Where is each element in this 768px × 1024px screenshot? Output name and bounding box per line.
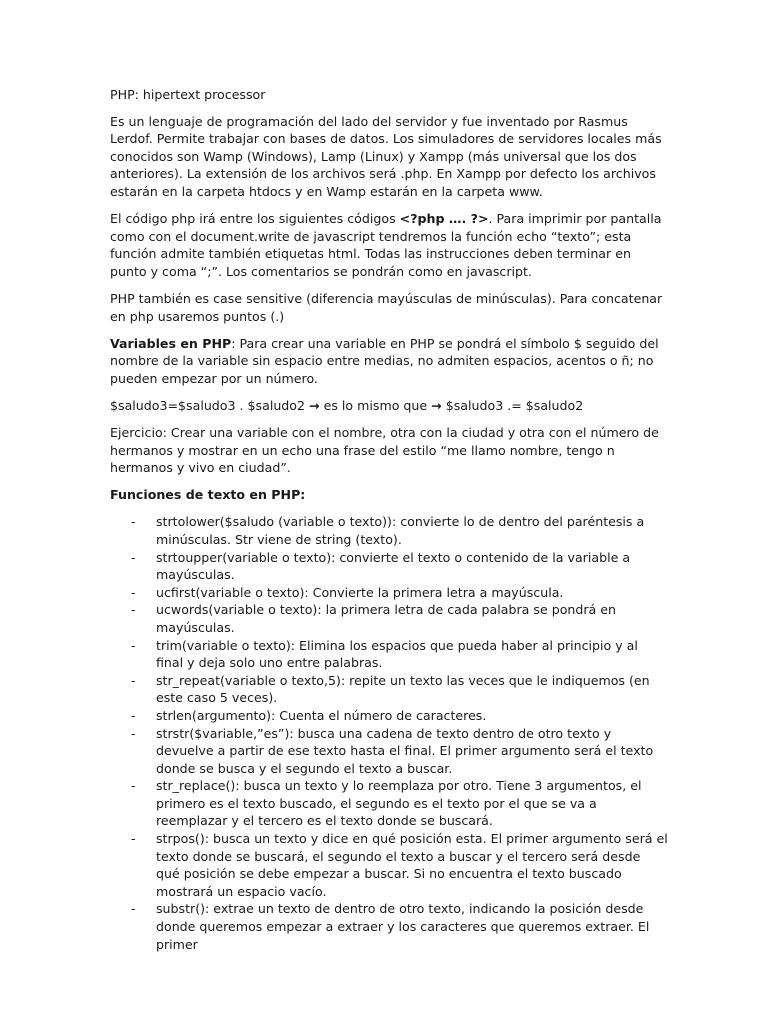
function-description: strtoupper(variable o texto): convierte el texto o contenido de la variable a mayúsculas. — [156, 549, 631, 583]
list-item — [110, 900, 668, 953]
function-description: ucfirst(variable o texto): Convierte la primera letra a mayúscula. — [156, 584, 564, 600]
concat-example-part2: es lo mismo que — [319, 397, 432, 413]
bullet-dash: - — [131, 602, 136, 618]
case-sensitive-paragraph: PHP también es case sensitive (diferencia mayúsculas de minúsculas). Para concatenar en php usaremos puntos (.) — [110, 290, 663, 324]
variables-paragraph — [110, 335, 668, 388]
list-item — [110, 830, 668, 900]
php-tags-paragraph — [110, 210, 668, 280]
bullet-dash: - — [131, 901, 136, 917]
concatenation-example — [110, 397, 668, 415]
bullet-dash: - — [131, 549, 136, 565]
bullet-dash: - — [131, 725, 136, 741]
list-item — [110, 513, 668, 548]
function-description: substr(): extrae un texto de dentro de otro texto, indicando la posición desde donde queremos empezar a extraer y los caracteres que queremos extraer. El primer — [156, 901, 650, 952]
right-arrow-icon: → — [309, 397, 320, 413]
concat-example-part1: $saludo3=$saludo3 . $saludo2 — [110, 397, 310, 413]
bullet-dash: - — [131, 514, 136, 530]
function-description: strlen(argumento): Cuenta el número de caracteres. — [156, 707, 487, 723]
bullet-dash: - — [131, 584, 136, 600]
function-description: strtolower($saludo (variable o texto)): convierte lo de dentro del paréntesis a minúsculas. Str viene de string (texto). — [156, 514, 645, 547]
exercise-paragraph: Ejercicio: Crear una variable con el nombre, otra con la ciudad y otra con el número de hermanos y mostrar en un echo una frase del estilo “me llamo nombre, tengo n hermanos y vivo en ciudad”. — [110, 425, 659, 476]
variables-text: : Para crear una variable en PHP se pondrá el símbolo $ seguido del nombre de la variable sin espacio entre medias, no admiten espacios, acentos o ñ; no pueden empezar por un número. — [110, 335, 659, 386]
functions-heading: Funciones de texto en PHP: — [110, 487, 306, 503]
list-item — [110, 707, 668, 725]
bullet-dash: - — [131, 637, 136, 653]
list-item — [110, 549, 668, 584]
functions-list — [110, 513, 668, 953]
list-item — [110, 584, 668, 602]
bullet-dash: - — [131, 672, 136, 688]
php-tags-text-after: . Para imprimir por pantalla como con el document.write de javascript tendremos la función echo “texto”; esta función admite también etiquetas html. Todas las instrucciones deben terminar en punto y coma “;”. Los comentarios se pondrán como en javascript. — [110, 211, 662, 279]
php-tags-text-before: El código php irá entre los siguientes códigos — [110, 211, 400, 227]
list-item — [110, 601, 668, 636]
concat-example-part3: $saludo3 .= $saludo2 — [441, 397, 584, 413]
right-arrow-icon: → — [431, 397, 442, 413]
list-item — [110, 725, 668, 778]
list-item — [110, 777, 668, 830]
function-description: ucwords(variable o texto): la primera letra de cada palabra se pondrá en mayúsculas. — [156, 602, 616, 635]
list-item — [110, 672, 668, 707]
list-item — [110, 637, 668, 672]
function-description: strpos(): busca un texto y dice en qué posición esta. El primer argumento será el texto donde se buscará, el segundo el texto a buscar y el tercero será desde qué posición se debe empezar a buscar. Si no encuentra el texto buscado mostrará un espacio vacío. — [156, 831, 668, 899]
bullet-dash: - — [131, 778, 136, 794]
document-title: PHP: hipertext processor — [110, 87, 266, 102]
function-description: str_repeat(variable o texto,5): repite un texto las veces que le indiquemos (en este caso 5 veces). — [156, 672, 650, 706]
function-description: str_replace(): busca un texto y lo reemplaza por otro. Tiene 3 argumentos, el primero es el texto buscado, el segundo es el texto por el que se va a reemplazar y el tercero es el texto donde se buscará. — [156, 778, 642, 829]
php-open-close-code: <?php …. ?> — [399, 211, 489, 227]
function-description: strstr($variable,”es”): busca una cadena de texto dentro de otro texto y devuelve a partir de ese texto hasta el final. El primer argumento será el texto donde se busca y el segundo el texto a buscar. — [156, 725, 654, 776]
function-description: trim(variable o texto): Elimina los espacios que pueda haber al principio y al final y deja solo uno entre palabras. — [156, 637, 638, 671]
bullet-dash: - — [131, 831, 136, 847]
intro-paragraph: Es un lenguaje de programación del lado del servidor y fue inventado por Rasmus Lerdof. Permite trabajar con bases de datos. Los simuladores de servidores locales más conocidos son Wamp (Windows), Lamp (Linux) y Xampp (más universal que los dos anteriores). La extensión de los archivos será .php. En Xampp por defecto los archivos estarán en la carpeta htdocs y en Wamp estarán en la carpeta www. — [110, 113, 662, 199]
variables-heading: Variables en PHP — [110, 335, 232, 351]
bullet-dash: - — [131, 707, 136, 723]
